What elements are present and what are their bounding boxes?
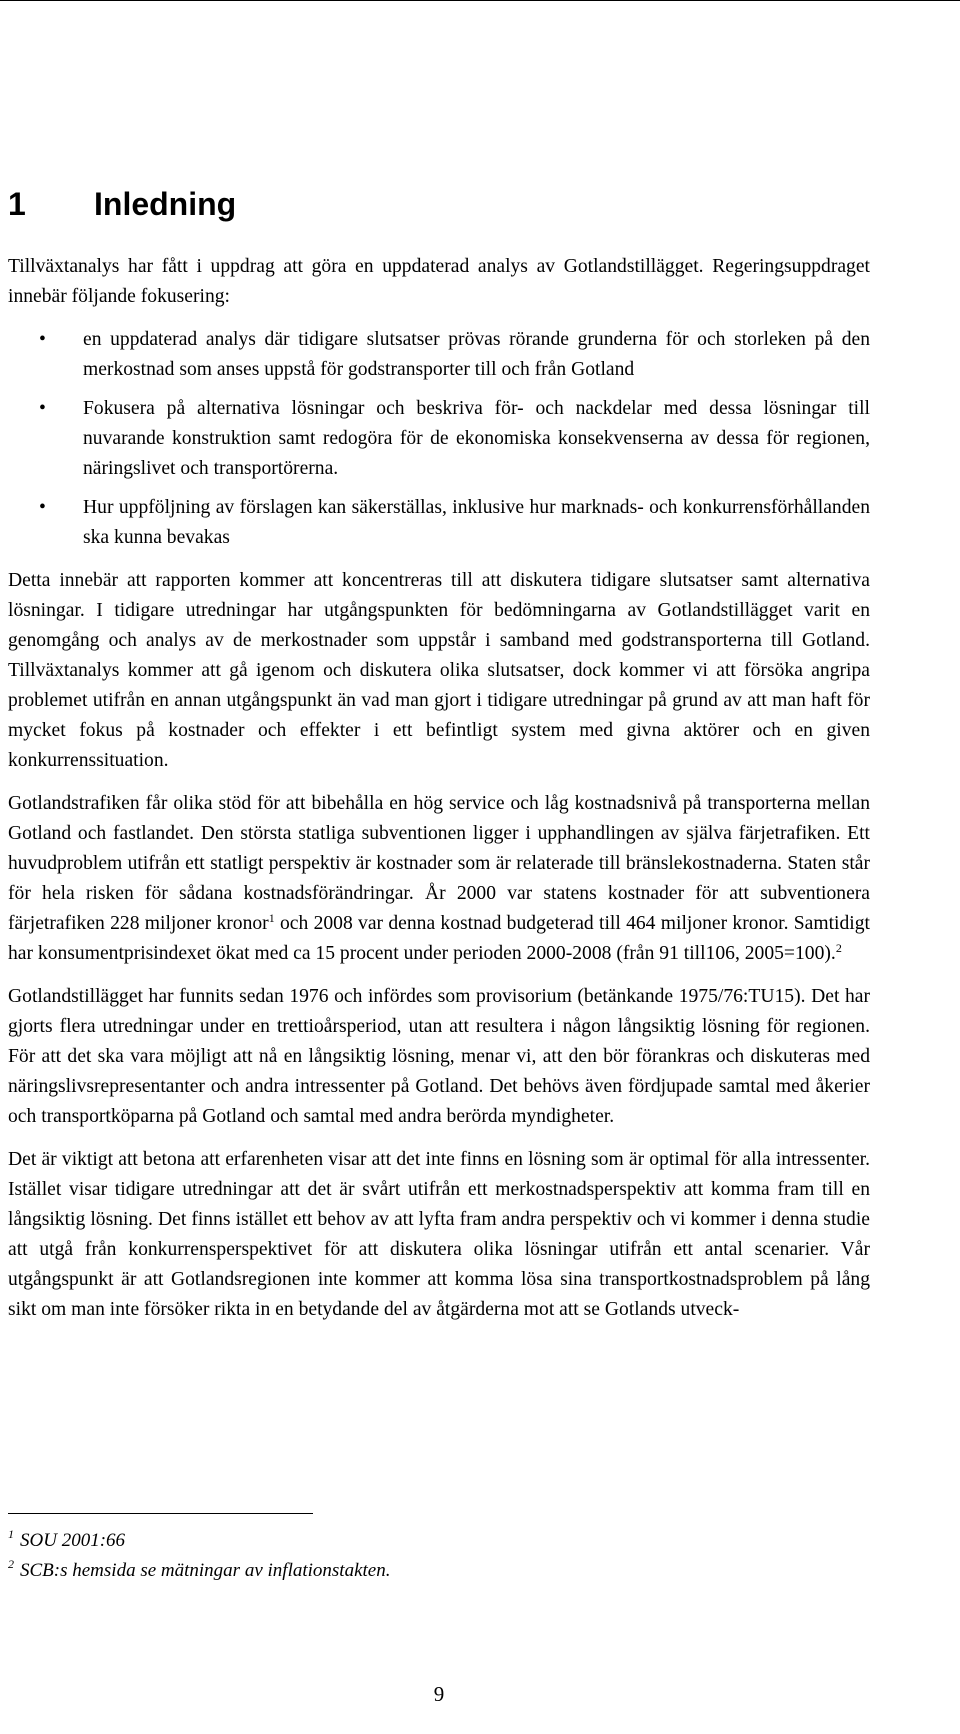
footnote-ref-2[interactable]: 2 xyxy=(835,941,842,955)
footnote-mark: 2 xyxy=(8,1557,14,1571)
chapter-number: 1 xyxy=(8,186,26,222)
bullet-icon: • xyxy=(39,497,46,518)
footnote-2 xyxy=(8,1556,870,1586)
footnote-1 xyxy=(8,1526,870,1556)
list-item-text: Hur uppföljning av förslagen kan säkerställas, inklusive hur marknads- och konkurrensförhållanden ska kunna bevakas xyxy=(83,497,870,548)
footnotes xyxy=(8,1526,870,1586)
footnote-ref-1[interactable]: 1 xyxy=(268,911,275,925)
bullet-icon: • xyxy=(39,398,46,419)
paragraph-text: Gotlandstrafiken får olika stöd för att bibehålla en hög service och låg kostnadsnivå på transporterna mellan Gotland och fastlandet. Den största statliga subventionen ligger i upphandlingen av själva färjetrafiken. Ett huvudproblem utifrån ett statligt perspektiv är kostnader som är relaterade till bränslekostnaderna. Staten står för hela risken för sådana kostnadsförändringar. År 2000 var statens kostnader för att subventionera färjetrafiken 228 miljoner kronor xyxy=(8,793,870,934)
paragraph-perspective: Det är viktigt att betona att erfarenheten visar att det inte finns en lösning som är optimal för alla intressenter. Istället visar tidigare utredningar att det är svårt utifrån ett merkostnadsperspektiv att komma fram till en långsiktig lösning. Det finns istället ett behov av att lyfta fram andra perspektiv och vi kommer i denna studie att utgå från konkurrensperspektivet för att diskutera olika lösningar utifrån ett antal scenarier. Vår utgångspunkt är att Gotlandsregionen inte kommer att komma lösa sina transportkostnadsproblem på lång sikt om man inte försöker rikta in en betydande del av åtgärderna mot att se Gotlands utveck- xyxy=(8,1149,870,1320)
list-item-text: en uppdaterad analys där tidigare slutsatser prövas rörande grunderna för och storleken på den merkostnad som anses uppstå för godstransporter till och från Gotland xyxy=(83,329,870,380)
footnote-text: SCB:s hemsida se mätningar av inflationstakten. xyxy=(20,1560,391,1581)
top-rule xyxy=(0,0,960,1)
bullet-icon: • xyxy=(39,329,46,350)
page-number: 9 xyxy=(433,1682,445,1706)
list-item-text: Fokusera på alternativa lösningar och beskriva för- och nackdelar med dessa lösningar till nuvarande konstruktion samt redogöra för de ekonomiska konsekvenserna av dessa för regionen, näringslivet och transportörerna. xyxy=(83,398,870,479)
assignment-bullet-list xyxy=(8,325,870,553)
chapter-heading xyxy=(8,184,236,224)
paragraph-text: och 2008 var denna kostnad budgeterad till 464 miljoner kronor. Samtidigt har konsumentprisindexet ökat med ca 15 procent under perioden 2000-2008 (från 91 till106, 2005=100). xyxy=(8,913,870,964)
list-item xyxy=(8,325,870,385)
paragraph-focus: Detta innebär att rapporten kommer att koncentreras till att diskutera tidigare slutsatser samt alternativa lösningar. I tidigare utredningar har utgångspunkten för bedömningarna av Gotlandstillägget varit en genomgång och analys av de merkostnader som uppstår i samband med godstransporterna till Gotland. Tillväxtanalys kommer att gå igenom och diskutera olika slutsatser, dock kommer vi att försöka angripa problemet utifrån en annan utgångspunkt än vad man gjort i tidigare utredningar på grund av att man haft för mycket fokus på kostnader och effekter i ett befintligt system med givna aktörer och en given konkurrenssituation. xyxy=(8,570,870,771)
list-item xyxy=(8,394,870,484)
intro-paragraph: Tillväxtanalys har fått i uppdrag att göra en uppdaterad analys av Gotlandstillägget. Regeringsuppdraget innebär följande fokusering: xyxy=(8,256,870,307)
footnote-separator xyxy=(8,1513,313,1514)
footnote-text: SOU 2001:66 xyxy=(20,1530,126,1551)
paragraph-gotlandstrafiken xyxy=(8,789,870,969)
paragraph-history: Gotlandstillägget har funnits sedan 1976 och infördes som provisorium (betänkande 1975/76:TU15). Det har gjorts flera utredningar under en trettioårsperiod, utan att resultera i någon långsiktig lösning för regionen. För att det ska vara möjligt att nå en långsiktig lösning, menar vi, att den bör förankras och diskuteras med näringslivsrepresentanter och andra intressenter på Gotland. Det behövs även fördjupade samtal med åkerier och transportköparna på Gotland och samtal med andra berörda myndigheter. xyxy=(8,986,870,1127)
body-text xyxy=(8,252,870,1338)
chapter-title: Inledning xyxy=(94,186,237,222)
footnote-mark: 1 xyxy=(8,1527,14,1541)
list-item xyxy=(8,493,870,553)
